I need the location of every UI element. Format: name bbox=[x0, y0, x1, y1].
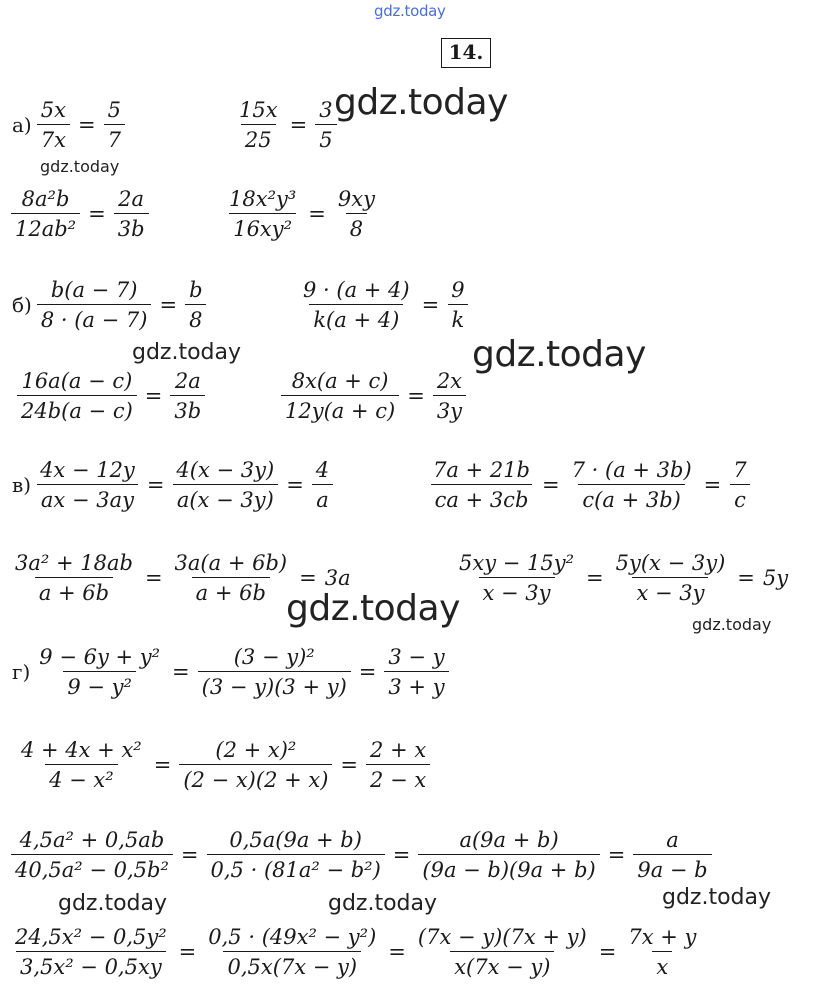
denominator: 9a − b bbox=[633, 854, 711, 882]
numerator: 0,5 · (49x² − y²) bbox=[208, 925, 377, 949]
fraction bbox=[17, 369, 137, 423]
watermark-top: gdz.today bbox=[374, 2, 446, 20]
denominator: x − 3y bbox=[479, 577, 555, 605]
fraction bbox=[568, 458, 696, 512]
denominator: ax − 3ay bbox=[37, 484, 138, 512]
equals-sign: = bbox=[299, 566, 317, 590]
equation-right bbox=[222, 187, 382, 241]
fraction bbox=[172, 458, 278, 512]
denominator: 7 bbox=[104, 124, 125, 152]
denominator: a bbox=[312, 484, 333, 512]
numerator: a bbox=[666, 828, 679, 852]
watermark: gdz.today bbox=[40, 157, 120, 176]
fraction bbox=[179, 738, 332, 792]
part-label: а) bbox=[12, 113, 32, 137]
watermark: gdz.today bbox=[334, 82, 508, 123]
equals-sign: = bbox=[308, 202, 326, 226]
denominator: 0,5 · (81a² − b²) bbox=[207, 854, 385, 882]
equals-sign: = bbox=[542, 473, 560, 497]
equation-left bbox=[14, 369, 208, 423]
fraction bbox=[235, 98, 282, 152]
denominator: 25 bbox=[241, 124, 276, 152]
equation-left bbox=[8, 187, 152, 241]
denominator: (2 − x)(2 + x) bbox=[179, 764, 332, 792]
watermark: gdz.today bbox=[58, 891, 168, 916]
equals-sign: = bbox=[737, 566, 755, 590]
numerator: 9xy bbox=[337, 187, 375, 211]
equals-sign: = bbox=[392, 843, 411, 867]
problem-number: 14. bbox=[441, 38, 491, 68]
numerator: 18x²y³ bbox=[229, 187, 297, 211]
equals-sign: = bbox=[289, 113, 308, 137]
fraction bbox=[366, 738, 430, 792]
denominator: 0,5x(7x − y) bbox=[223, 951, 361, 979]
equals-sign: = bbox=[703, 473, 722, 497]
denominator: 3b bbox=[114, 213, 149, 241]
denominator: 16xy² bbox=[229, 213, 296, 241]
equation-right bbox=[452, 551, 788, 605]
denominator: 3,5x² − 0,5xy bbox=[16, 951, 166, 979]
fraction bbox=[384, 645, 448, 699]
numerator: 0,5a(9a + b) bbox=[229, 828, 362, 852]
fraction bbox=[36, 458, 139, 512]
numerator: 4 + 4x + x² bbox=[21, 738, 142, 762]
fraction bbox=[455, 551, 578, 605]
fraction bbox=[11, 187, 80, 241]
watermark: gdz.today bbox=[472, 334, 646, 375]
fraction bbox=[633, 828, 711, 882]
numerator: 9 − 6y + y² bbox=[39, 645, 161, 669]
watermark: gdz.today bbox=[328, 891, 438, 916]
numerator: 15x bbox=[239, 98, 278, 122]
equals-sign: = bbox=[178, 940, 197, 964]
numerator: 5 bbox=[107, 98, 121, 122]
fraction bbox=[312, 458, 333, 512]
fraction bbox=[204, 925, 380, 979]
equation-left bbox=[14, 738, 433, 792]
equation-left bbox=[8, 925, 703, 979]
numerator: 5y(x − 3y) bbox=[615, 551, 726, 575]
numerator: 3a² + 18ab bbox=[15, 551, 133, 575]
numerator: 7x + y bbox=[628, 925, 697, 949]
equals-sign: = bbox=[88, 202, 106, 226]
fraction bbox=[334, 187, 379, 241]
part-label: г) bbox=[12, 660, 31, 684]
denominator: a(x − 3y) bbox=[173, 484, 278, 512]
equation-left bbox=[12, 98, 128, 152]
numerator: 4 bbox=[315, 458, 330, 482]
denominator: (9a − b)(9a + b) bbox=[418, 854, 599, 882]
numerator: 5x bbox=[40, 98, 66, 122]
numerator: 7 bbox=[733, 458, 747, 482]
fraction bbox=[171, 551, 292, 605]
numerator: 3 − y bbox=[388, 645, 445, 669]
watermark: gdz.today bbox=[286, 588, 460, 629]
fraction bbox=[35, 645, 164, 699]
equals-sign: = bbox=[159, 293, 178, 317]
fraction bbox=[11, 828, 173, 882]
denominator: k bbox=[448, 304, 469, 332]
fraction bbox=[225, 187, 300, 241]
denominator: x bbox=[652, 951, 672, 979]
denominator: 8 · (a − 7) bbox=[37, 304, 152, 332]
denominator: 3b bbox=[170, 395, 205, 423]
numerator: (3 − y)² bbox=[233, 645, 315, 669]
equals-sign: = bbox=[340, 753, 359, 777]
fraction bbox=[624, 925, 700, 979]
denominator: a + 6b bbox=[192, 577, 270, 605]
fraction bbox=[299, 278, 414, 332]
fraction bbox=[11, 925, 171, 979]
denominator: 4 − x² bbox=[45, 764, 118, 792]
equals-sign: = bbox=[421, 293, 440, 317]
fraction bbox=[418, 828, 599, 882]
numerator: 4x − 12y bbox=[40, 458, 135, 482]
numerator: 2a bbox=[118, 187, 145, 211]
denominator: x(7x − y) bbox=[450, 951, 554, 979]
watermark: gdz.today bbox=[662, 885, 772, 910]
equals-sign: = bbox=[77, 113, 96, 137]
equals-sign: = bbox=[180, 843, 199, 867]
fraction bbox=[281, 369, 399, 423]
fraction bbox=[447, 278, 468, 332]
numerator: 2 + x bbox=[370, 738, 427, 762]
equation-right bbox=[278, 369, 469, 423]
denominator: 9 − y² bbox=[63, 671, 136, 699]
fraction bbox=[17, 738, 146, 792]
numerator: 24,5x² − 0,5y² bbox=[15, 925, 167, 949]
equals-sign: = bbox=[144, 384, 163, 408]
fraction bbox=[11, 551, 137, 605]
numerator: 9 bbox=[451, 278, 465, 302]
equation-left bbox=[12, 458, 336, 512]
denominator: x − 3y bbox=[632, 577, 708, 605]
numerator: 2x bbox=[436, 369, 463, 393]
equation-right bbox=[426, 458, 754, 512]
equals-sign: = bbox=[153, 753, 172, 777]
fraction bbox=[114, 187, 149, 241]
part-label: б) bbox=[12, 293, 32, 317]
denominator: k(a + 4) bbox=[309, 304, 403, 332]
denominator: c bbox=[730, 484, 750, 512]
result: 5y bbox=[762, 566, 789, 590]
equals-sign: = bbox=[407, 384, 425, 408]
numerator: 9 · (a + 4) bbox=[303, 278, 410, 302]
denominator: 40,5a² − 0,5b² bbox=[11, 854, 173, 882]
denominator: c(a + 3b) bbox=[578, 484, 684, 512]
equals-sign: = bbox=[146, 473, 165, 497]
denominator: ca + 3cb bbox=[431, 484, 533, 512]
numerator: 2a bbox=[174, 369, 201, 393]
denominator: 8 bbox=[185, 304, 206, 332]
numerator: (2 + x)² bbox=[215, 738, 297, 762]
fraction bbox=[729, 458, 750, 512]
numerator: 5xy − 15y² bbox=[459, 551, 575, 575]
numerator: 4(x − 3y) bbox=[176, 458, 275, 482]
fraction bbox=[185, 278, 206, 332]
numerator: 3a(a + 6b) bbox=[174, 551, 288, 575]
numerator: b(a − 7) bbox=[50, 278, 138, 302]
denominator: a + 6b bbox=[35, 577, 113, 605]
equals-sign: = bbox=[172, 660, 190, 684]
equals-sign: = bbox=[286, 473, 304, 497]
numerator: 7a + 21b bbox=[433, 458, 530, 482]
watermark: gdz.today bbox=[692, 615, 772, 634]
numerator: a(9a + b) bbox=[459, 828, 559, 852]
denominator: 24b(a − c) bbox=[17, 395, 137, 423]
equals-sign: = bbox=[144, 566, 163, 590]
denominator: 3 + y bbox=[384, 671, 448, 699]
denominator: 2 − x bbox=[366, 764, 430, 792]
equation-right bbox=[232, 98, 340, 152]
denominator: 8 bbox=[346, 213, 367, 241]
equals-sign: = bbox=[598, 940, 617, 964]
equals-sign: = bbox=[607, 843, 626, 867]
part-label: в) bbox=[12, 473, 32, 497]
equals-sign: = bbox=[358, 660, 377, 684]
numerator: 16a(a − c) bbox=[21, 369, 133, 393]
fraction bbox=[104, 98, 125, 152]
numerator: b bbox=[189, 278, 203, 302]
denominator: (3 − y)(3 + y) bbox=[198, 671, 351, 699]
equation-right bbox=[296, 278, 472, 332]
result: 3a bbox=[324, 566, 351, 590]
fraction bbox=[37, 98, 70, 152]
numerator: 8x(a + c) bbox=[291, 369, 389, 393]
numerator: (7x − y)(7x + y) bbox=[417, 925, 587, 949]
fraction bbox=[37, 278, 152, 332]
equation-left bbox=[12, 645, 452, 699]
equals-sign: = bbox=[586, 566, 604, 590]
denominator: 5 bbox=[315, 124, 336, 152]
numerator: 4,5a² + 0,5ab bbox=[19, 828, 165, 852]
fraction bbox=[207, 828, 385, 882]
watermark: gdz.today bbox=[132, 340, 242, 365]
denominator: 7x bbox=[37, 124, 70, 152]
denominator: 3y bbox=[433, 395, 466, 423]
equals-sign: = bbox=[388, 940, 406, 964]
denominator: 12y(a + c) bbox=[281, 395, 399, 423]
numerator: 8a²b bbox=[21, 187, 70, 211]
fraction bbox=[170, 369, 205, 423]
equation-left bbox=[8, 828, 715, 882]
equation-left bbox=[12, 278, 210, 332]
fraction bbox=[198, 645, 351, 699]
numerator: 3 bbox=[319, 98, 333, 122]
denominator: 12ab² bbox=[11, 213, 80, 241]
numerator: 7 · (a + 3b) bbox=[571, 458, 692, 482]
fraction bbox=[414, 925, 591, 979]
fraction bbox=[433, 369, 466, 423]
fraction bbox=[429, 458, 534, 512]
fraction bbox=[612, 551, 730, 605]
